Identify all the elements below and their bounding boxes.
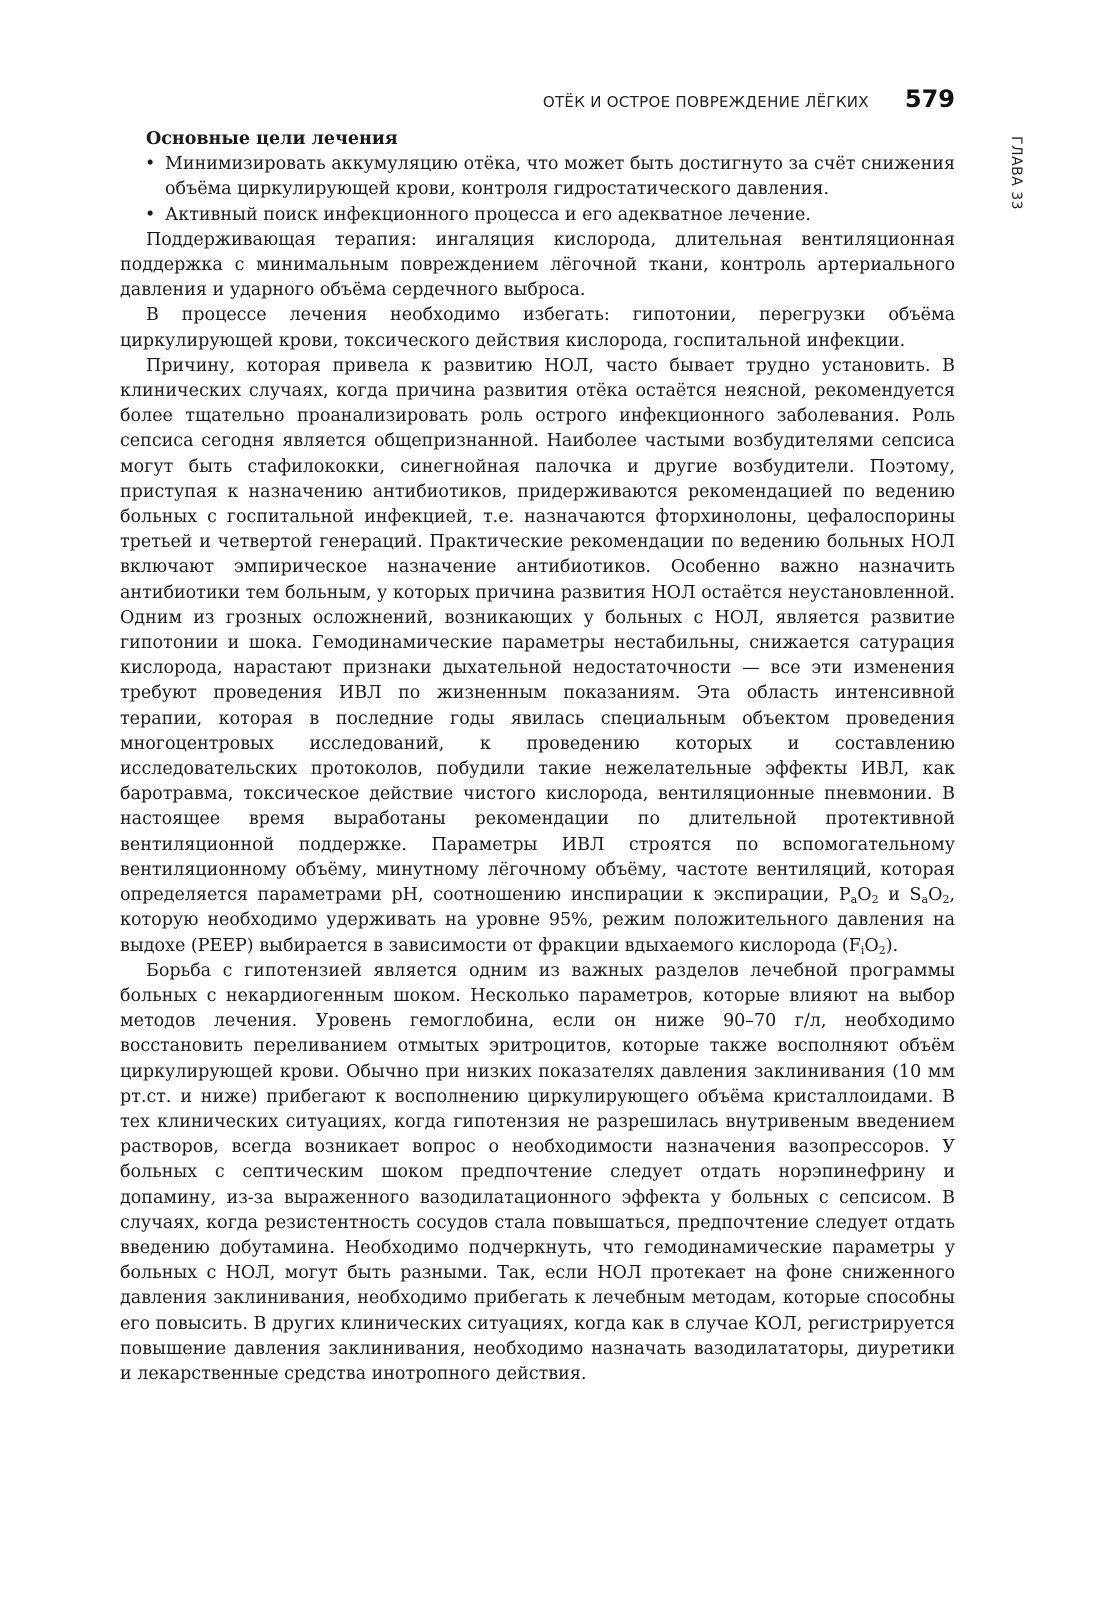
formula-subscript: a (850, 893, 858, 907)
paragraph-text: и (878, 885, 910, 906)
paragraph-avoid: В процессе лечения необходимо избегать: гипотонии, перегрузки объёма циркулирующей крови, токсического действия кислорода, госпитальной инфекции. (120, 305, 955, 351)
paragraph-causes-and-ventilation (120, 354, 955, 959)
formula-subscript: 2 (942, 893, 950, 907)
bullet-icon: • (145, 204, 156, 225)
formula-symbol: O (857, 885, 872, 906)
formula-symbol: P (838, 885, 851, 906)
formula-subscript: 2 (878, 943, 886, 957)
running-title: ОТЁК И ОСТРОЕ ПОВРЕЖДЕНИЕ ЛЁГКИХ (542, 93, 869, 111)
formula-symbol: F (848, 935, 861, 956)
formula-sao2 (910, 885, 950, 905)
list-item (145, 203, 955, 228)
paragraph-supportive-therapy: Поддерживающая терапия: ингаляция кислорода, длительная вентиляционная поддержка с минимальным повреждением лёгочной ткани, контроль артериального давления и ударного объёма сердечного выброса. (120, 229, 955, 301)
list-item-text: Минимизировать аккумуляцию отёка, что может быть достигнуто за счёт снижения объёма циркулирующей крови, контроля гидростатического давления. (165, 154, 955, 200)
paragraph-text: ). (885, 935, 899, 956)
formula-pao2 (839, 885, 879, 905)
formula-subscript: a (921, 893, 929, 907)
paragraph-text: Причину, которая привела к развитию НОЛ, часто бывает трудно установить. В клинических случаях, когда причина развития отёка остаётся неясной, рекомендуется более тщательно проанализировать роль острого инфекционного заболевания. Роль сепсиса сегодня является общепризнанной. Наиболее частыми возбудителями сепсиса могут быть стафилококки, синегнойная палочка и другие возбудители. Поэтому, приступая к назначению антибиотиков, придерживаются рекомендацией по ведению больных с госпитальной инфекцией, т.е. назначаются фторхинолоны, цефалоспорины третьей и четвертой генераций. Практические рекомендации по ведению больных НОЛ включают эмпирическое назначение антибиотиков. Особенно важно назначить антибиотики тем больным, у которых причина развития НОЛ остаётся неустановленной. Одним из грозных осложнений, возникающих у больных с НОЛ, является развитие гипотонии и шока. Гемодинамические параметры нестабильны, снижается сатурация кислорода, нарастают признаки дыхательной недостаточности — все эти изменения требуют проведения ИВЛ по жизненным показаниям. Эта область интенсивной терапии, которая в последние годы явилась специальным объектом проведения многоцентровых исследований, к проведению которых и составлению исследовательских протоколов, побудили такие нежелательные эффекты ИВЛ, как баротравма, токсическое действие чистого кислорода, вентиляционные пневмонии. В настоящее время выработаны рекомендации по длительной протективной вентиляционной поддержке. Параметры ИВЛ строятся по вспомогательному вентиляционному объёму, минутному лёгочному объёму, частоте вентиляций, которая определяется параметрами pH, соотношению инспирации к экспирации, (120, 355, 955, 906)
paragraph-hypotension: Борьба с гипотензией является одним из важных разделов лечебной программы больных с некардиогенным шоком. Несколько параметров, которые влияют на выбор методов лечения. Уровень гемоглобина, если он ниже 90–70 г/л, необходимо восстановить переливанием отмытых эритроцитов, которые также восполняют объём циркулирующей крови. Обычно при низких показателях давления заклинивания (10 мм рт.ст. и ниже) прибегают к восполнению циркулирующего объёма кристаллоидами. В тех клинических ситуациях, когда гипотензия не разрешилась внутривеным введением растворов, всегда возникает вопрос о необходимости назначения вазопрессоров. У больных с септическим шоком предпочтение следует отдать норэпинефрину и допамину, из-за выраженного вазодилатационного эффекта у больных с сепсисом. В случаях, когда резистентность сосудов стала повышаться, предпочтение следует отдать введению добутамина. Необходимо подчеркнуть, что гемодинамические параметры у больных с НОЛ, могут быть разными. Так, если НОЛ протекает на фоне сниженного давления заклинивания, необходимо прибегать к лечебным методам, которые способны его повысить. В других клинических ситуациях, когда как в случае КОЛ, регистрируется повышение давления заклинивания, необходимо назначать вазодилататоры, диуретики и лекарственные средства инотропного действия. (120, 960, 955, 1384)
section-heading: Основные цели лечения (146, 129, 398, 149)
paragraph-text: , которую необходимо удерживать на уровне 95%, режим положительного давления на выдохе (PEEP) выбирается в зависимости от фракции вдыхаемого кислорода ( (120, 885, 956, 956)
formula-symbol: O (864, 935, 879, 956)
formula-subscript: i (860, 943, 865, 957)
running-header (120, 85, 955, 113)
formula-symbol: O (928, 885, 943, 906)
formula-subscript: 2 (871, 893, 879, 907)
formula-symbol: S (909, 885, 922, 906)
list-item (145, 152, 955, 202)
goals-list (120, 152, 955, 228)
page-number: 579 (904, 85, 955, 113)
text-body (120, 127, 955, 1387)
bullet-icon: • (145, 154, 156, 175)
formula-fio2 (849, 936, 886, 956)
chapter-marker: ГЛАВА 33 (1008, 136, 1024, 211)
list-item-text: Активный поиск инфекционного процесса и его адекватное лечение. (165, 204, 811, 225)
